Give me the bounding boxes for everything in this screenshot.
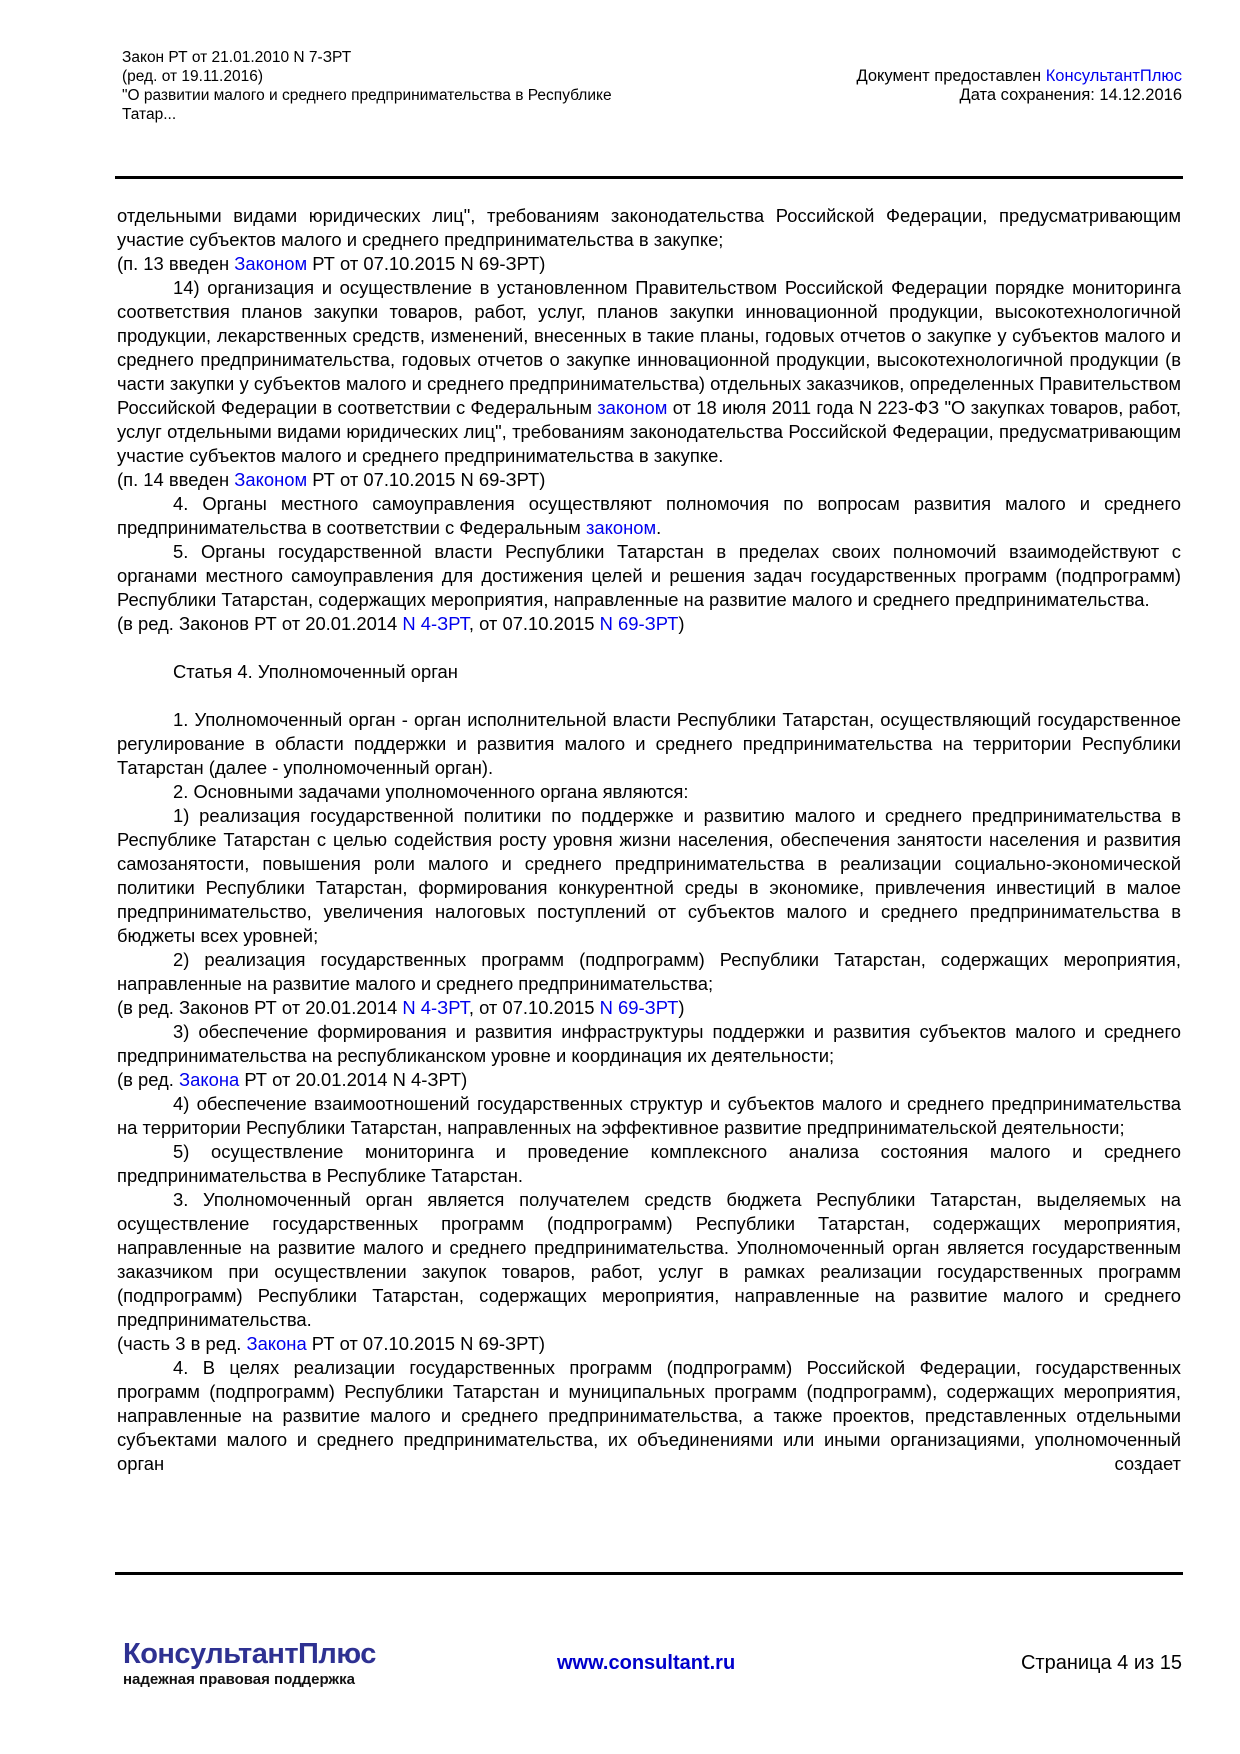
consultant-link[interactable]: КонсультантПлюс	[1045, 67, 1182, 85]
blank-line	[117, 684, 1181, 708]
paragraph-text: 1) реализация государственной политики по поддержке и развитию малого и среднего предпринимательства в Республике Татарстан с целью содействия росту уровня жизни населения, обеспечения занятости населения и развития самозанятости, повышения роли малого и среднего предпринимательства в реализации социально-экономической политики Республики Татарстан, формирования конкурентной среды в экономике, привлечения инвестиций в малое предпринимательство, увеличения налоговых поступлений от субъектов малого и среднего предпринимательства в бюджеты всех уровней;	[117, 805, 1181, 946]
paragraph	[117, 492, 1181, 540]
law-reference-link[interactable]: законом	[585, 517, 657, 538]
paragraph	[117, 540, 1181, 612]
footer-divider	[115, 1572, 1183, 1575]
law-reference-link[interactable]: Закона	[246, 1333, 307, 1354]
law-reference-link[interactable]: N 69-ЗРТ	[599, 997, 679, 1018]
page-number: Страница 4 из 15	[1020, 1652, 1182, 1674]
paragraph-text: (в ред. Законов РТ от 20.01.2014	[117, 997, 403, 1018]
header-line: "О развитии малого и среднего предпринимательства в Республике	[122, 87, 612, 104]
paragraph-text: РТ от 07.10.2015 N 69-ЗРТ)	[307, 469, 546, 490]
header-line: Закон РТ от 21.01.2010 N 7-ЗРТ	[122, 49, 352, 66]
logo-brand: КонсультантПлюс	[123, 1638, 376, 1670]
save-date: Дата сохранения: 14.12.2016	[959, 86, 1182, 104]
paragraph-text: от 18 июля 2011 года N 223-ФЗ "О закупках товаров, работ, услуг отдельными видами юридических лиц", требованиям законодательства Российской Федерации, предусматривающим участие субъектов малого и среднего предпринимательства в закупке.	[117, 397, 1181, 466]
paragraph	[117, 996, 1181, 1020]
law-reference-link[interactable]: Законом	[234, 469, 308, 490]
header-line: (ред. от 19.11.2016)	[122, 68, 263, 85]
document-header-info	[122, 48, 682, 124]
article-heading	[117, 660, 1181, 684]
paragraph	[117, 708, 1181, 780]
document-provider-info	[856, 67, 1182, 105]
paragraph-text: , от 07.10.2015	[468, 613, 600, 634]
paragraph-text: )	[678, 997, 685, 1018]
paragraph	[117, 1356, 1181, 1476]
paragraph-text: 14) организация и осуществление в установленном Правительством Российской Федерации порядке мониторинга соответствия планов закупки товаров, работ, услуг, планов закупки инновационной продукции, высокотехнологичной продукции, лекарственных средств, изменений, внесенных в такие планы, годовых отчетов о закупке у субъектов малого и среднего предпринимательства, годовых отчетов о закупке инновационной продукции, высокотехнологичной продукции (в части закупки у субъектов малого и среднего предпринимательства) отдельных заказчиков, определенных Правительством Российской Федерации в соответствии с Федеральным	[117, 277, 1181, 418]
website-link[interactable]: www.consultant.ru	[557, 1652, 736, 1674]
paragraph	[117, 204, 1181, 252]
paragraph-text: (часть 3 в ред.	[117, 1333, 247, 1354]
provided-by-label: Документ предоставлен	[856, 67, 1046, 85]
paragraph	[117, 1188, 1181, 1332]
law-reference-link[interactable]: N 4-ЗРТ	[402, 613, 469, 634]
paragraph-text: .	[656, 517, 662, 538]
paragraph-text: 2) реализация государственных программ (подпрограмм) Республики Татарстан, содержащих мероприятия, направленные на развитие малого и среднего предпринимательства;	[117, 949, 1181, 994]
paragraph-text: РТ от 07.10.2015 N 69-ЗРТ)	[306, 1333, 545, 1354]
logo-tagline: надежная правовая поддержка	[123, 1671, 355, 1688]
law-reference-link[interactable]: Закона	[179, 1069, 240, 1090]
consultant-logo	[123, 1638, 376, 1688]
paragraph	[117, 1020, 1181, 1068]
paragraph	[117, 1068, 1181, 1092]
paragraph-text: отдельными видами юридических лиц", требованиям законодательства Российской Федерации, предусматривающим участие субъектов малого и среднего предпринимательства в закупке;	[117, 205, 1181, 250]
paragraph-text: (п. 13 введен	[117, 253, 235, 274]
paragraph	[117, 1092, 1181, 1140]
paragraph-text: 4) обеспечение взаимоотношений государственных структур и субъектов малого и среднего предпринимательства на территории Республики Татарстан, направленных на эффективное развитие предпринимательской деятельности;	[117, 1093, 1181, 1138]
law-reference-link[interactable]: N 4-ЗРТ	[402, 997, 469, 1018]
paragraph	[117, 1140, 1181, 1188]
paragraph	[117, 1332, 1181, 1356]
document-body	[117, 204, 1181, 1476]
law-reference-link[interactable]: N 69-ЗРТ	[599, 613, 679, 634]
paragraph-text: (в ред.	[117, 1069, 180, 1090]
blank-line	[117, 636, 1181, 660]
paragraph	[117, 612, 1181, 636]
paragraph-text: 1. Уполномоченный орган - орган исполнительной власти Республики Татарстан, осуществляющий государственное регулирование в области поддержки и развития малого и среднего предпринимательства на территории Республики Татарстан (далее - уполномоченный орган).	[117, 709, 1181, 778]
paragraph	[117, 468, 1181, 492]
paragraph-text: РТ от 20.01.2014 N 4-ЗРТ)	[239, 1069, 468, 1090]
paragraph	[117, 252, 1181, 276]
paragraph-text: 5) осуществление мониторинга и проведение комплексного анализа состояния малого и среднего предпринимательства в Республике Татарстан.	[117, 1141, 1181, 1186]
paragraph-text: 5. Органы государственной власти Республики Татарстан в пределах своих полномочий взаимодействуют с органами местного самоуправления для достижения целей и решения задач государственных программ (подпрограмм) Республики Татарстан, содержащих мероприятия, направленные на развитие малого и среднего предпринимательства.	[117, 541, 1181, 610]
paragraph-text: 3) обеспечение формирования и развития инфраструктуры поддержки и развития субъектов малого и среднего предпринимательства на республиканском уровне и координация их деятельности;	[117, 1021, 1181, 1066]
paragraph-text: )	[678, 613, 685, 634]
paragraph	[117, 948, 1181, 996]
paragraph	[117, 780, 1181, 804]
paragraph-text: 4. В целях реализации государственных программ (подпрограмм) Российской Федерации, государственных программ (подпрограмм) Республики Татарстан и муниципальных программ (подпрограмм), содержащих мероприятия, направленные на развитие малого и среднего предпринимательства, а также проектов, представленных отдельными субъектами малого и среднего предпринимательства, их объединениями или иными организациями, уполномоченный орган создает	[117, 1357, 1181, 1474]
paragraph-text: 2. Основными задачами уполномоченного органа являются:	[173, 781, 689, 802]
paragraph	[117, 804, 1181, 948]
header-divider	[115, 176, 1183, 179]
law-reference-link[interactable]: законом	[597, 397, 668, 418]
paragraph-text: (в ред. Законов РТ от 20.01.2014	[117, 613, 403, 634]
law-reference-link[interactable]: Законом	[234, 253, 308, 274]
paragraph-text: , от 07.10.2015	[468, 997, 600, 1018]
paragraph-text: 3. Уполномоченный орган является получателем средств бюджета Республики Татарстан, выделяемых на осуществление государственных программ (подпрограмм) Республики Татарстан, содержащих мероприятия, направленные на развитие малого и среднего предпринимательства. Уполномоченный орган является государственным заказчиком при осуществлении закупок товаров, работ, услуг в рамках реализации государственных программ (подпрограмм) Республики Татарстан, содержащих мероприятия, направленные на развитие малого и среднего предпринимательства.	[117, 1189, 1181, 1330]
paragraph-text: РТ от 07.10.2015 N 69-ЗРТ)	[307, 253, 546, 274]
paragraph-text: 4. Органы местного самоуправления осуществляют полномочия по вопросам развития малого и среднего предпринимательства в соответствии с Федеральным	[117, 493, 1181, 538]
paragraph	[117, 276, 1181, 468]
paragraph-text: (п. 14 введен	[117, 469, 235, 490]
paragraph-text: Статья 4. Уполномоченный орган	[173, 661, 458, 682]
header-line: Татар...	[122, 106, 177, 123]
